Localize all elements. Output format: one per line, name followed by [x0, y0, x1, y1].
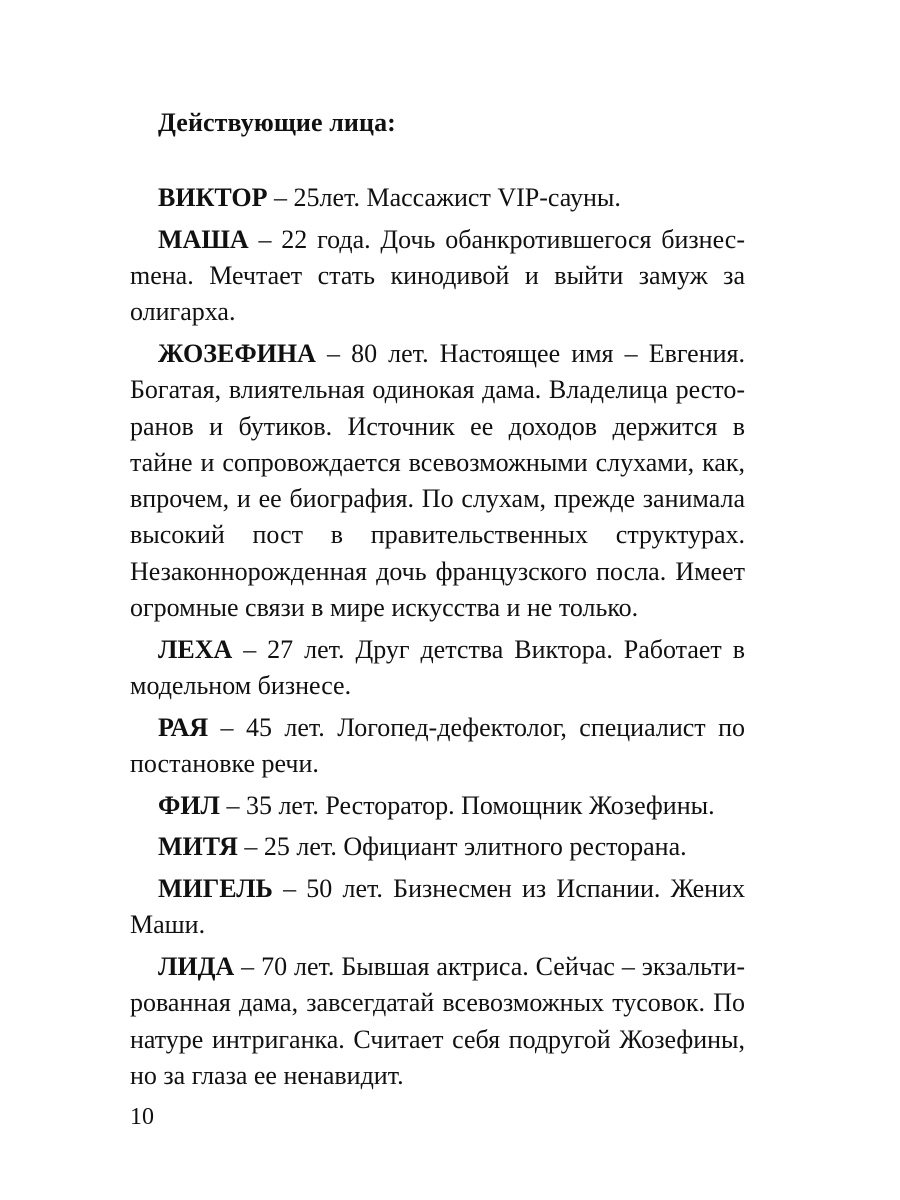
character-name: ЛИДА [158, 952, 235, 982]
character-description: – 80 лет. Настоящее имя – Евгения. Богатая, влиятельная одинокая дама. Владелица ресторанов и бутиков. Источник ее доходов держится в тайне и сопровождается всевозможными слухами, как, впрочем, и ее биография. По слухам, прежде занимала высокий пост в правительственных структурах. Незаконнорожденная дочь французского посла. Имеет огромные связи в мире искусства и не только. [130, 338, 745, 623]
character-description: – 35 лет. Ресторатор. Помощник Жозефины. [219, 790, 715, 820]
character-description: – 25лет. Массажист VIP-сауны. [267, 183, 621, 212]
cast-entry-lekha [130, 632, 745, 705]
cast-entry-viktor [130, 180, 745, 216]
character-name: ВИКТОР [158, 183, 268, 212]
character-name: РАЯ [158, 712, 209, 742]
cast-entry-masha [130, 222, 745, 331]
cast-entry-migel [130, 871, 745, 944]
character-name: ФИЛ [158, 790, 220, 820]
cast-entry-mitya [130, 829, 745, 865]
character-description: – 70 лет. Бывшая актриса. Сейчас – экзальтированная дама, завсегдатай всевозможных тусовок. По натуре интриганка. Считает себя подругой Жозефины, но за глаза ее ненавидит. [130, 952, 745, 1090]
cast-entry-fil [130, 788, 745, 824]
character-description: – 45 лет. Логопед-дефектолог, специалист по постановке речи. [130, 712, 745, 779]
character-name: ЖОЗЕФИНА [158, 338, 316, 368]
character-name: МАША [158, 224, 249, 254]
character-name: МИТЯ [158, 832, 238, 862]
character-description: – 25 лет. Официант элитного ресторана. [237, 832, 687, 862]
cast-entry-lida [130, 949, 745, 1094]
character-name: ЛЕХА [158, 634, 233, 664]
cast-list [130, 180, 745, 1100]
character-description: – 50 лет. Бизнесмен из Испании. Жених Маши. [130, 874, 745, 940]
page-number: 10 [130, 1104, 154, 1130]
cast-entry-zhozefina [130, 336, 745, 626]
character-description: – 22 года. Дочь обанкротившегося бизнесmена. Мечтает стать кинодивой и выйти замуж за олигарха. [130, 224, 745, 327]
cast-entry-raya [130, 710, 745, 783]
character-description: – 27 лет. Друг детства Виктора. Работает в модельном бизнесе. [130, 634, 745, 701]
cast-heading: Действующие лица: [158, 108, 396, 137]
character-name: МИГЕЛЬ [158, 874, 273, 904]
